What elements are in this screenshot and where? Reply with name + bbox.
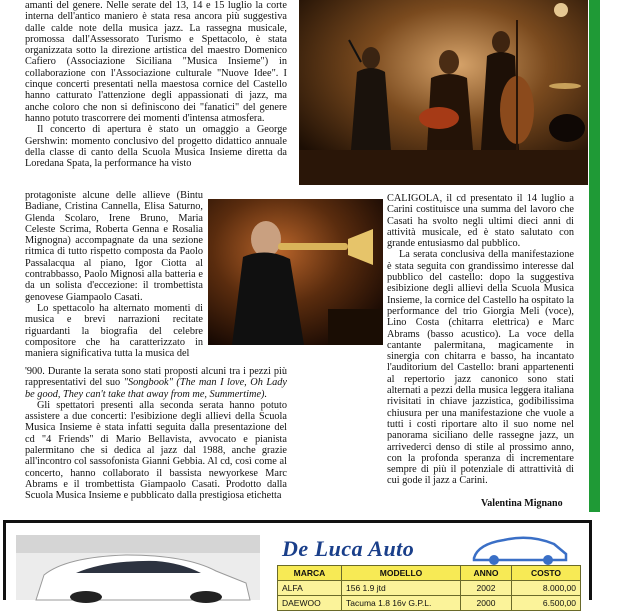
article-paragraph-show: Lo spettacolo ha alternato momenti di musica e brevi narrazioni recitate riguardanti la biografia del celebre compositore che ha caratterizzato in maniera significativa tutta la musica del — [25, 302, 203, 360]
table-row — [278, 596, 581, 611]
cell-modello: Tacuma 1.8 16v G.P.L. — [342, 596, 461, 611]
cell-anno: 2000 — [461, 596, 512, 611]
article-left-bottom — [25, 366, 287, 502]
article-left-top — [25, 0, 287, 169]
article-paragraph-second-night: Gli spettatori presenti alla seconda serata hanno potuto assistere a due concerti: l'esibizione degli allievi della Scuola Musica Insieme è stata infatti seguita dalla presentazione del cd "4 Friends" di Mario Bellavista, avvocato e pianista palermitano che si dedica al jazz dal 1988, anche grazie all'incontro col sassofonista Gianni Gebbia. Al cd, così come al concerto, hanno collaborato il bassista newyorkese Marc Abrams e il trombettista Giampaolo Casati. Prodotto dalla Scuola Musica Insieme e pubblicato dalla prestigiosa etichetta — [25, 399, 287, 502]
ad-car-photo — [16, 535, 260, 600]
ad-price-table — [277, 565, 581, 611]
article-paragraph-songbook — [25, 366, 287, 400]
cell-modello: 156 1.9 jtd — [342, 581, 461, 596]
white-car-illustration — [16, 535, 260, 600]
songbook-titles: "Songbook" (The man I love, Oh Lady be good, They can't take that away from me, Summertime). — [25, 377, 287, 400]
header-modello: MODELLO — [342, 566, 461, 581]
ad-table-header-row — [278, 566, 581, 581]
article-paragraph-caligola: CALIGOLA, il cd presentato il 14 luglio a Carini costituisce una summa del lavoro che Casati ha svolto negli ultimi dieci anni di attività musicale, ed è stato salutato con grande entusiasmo dal pubblico. — [387, 193, 574, 250]
cell-anno: 2002 — [461, 581, 512, 596]
trio-photo-caption: Giorgia Meli - L. Costa - M. Ambras — [611, 168, 642, 228]
songbook-lead: '900. Durante la serata sono stati proposti alcuni tra i pezzi più rappresentativi del suo — [25, 366, 287, 389]
cell-costo: 6.500,00 — [512, 596, 581, 611]
cell-costo: 8.000,00 — [512, 581, 581, 596]
article-right-column — [309, 193, 574, 487]
header-costo: COSTO — [512, 566, 581, 581]
table-row — [278, 581, 581, 596]
page-edge-band — [589, 0, 600, 512]
article-paragraph: amanti del genere. Nelle serate del 13, 14 e 15 luglio la corte interna dell'antico maniero è stata resa ancora più suggestiva dalle calde note della musica jazz. La rassegna musicale, promossa dall'Assessorato Turismo e Spettacolo, è stata organizzata sotto la direzione artistica del maestro Domenico Cafiero (Associazione Siciliana "Musica Insieme") in collaborazione con l'Associazione culturale "Nuove Idee". I cinque concerti presentati nella maestosa cornice del Castello hanno catturato l'attenzione degli appassionati di jazz, ma anche coloro che non si definiscono dei "fanatici" del genere hanno potuto trascorrere dei momenti d'intensa atmosfera. — [25, 0, 287, 124]
cell-marca: ALFA — [278, 581, 342, 596]
ad-dealer-logo: De Luca Auto — [282, 536, 415, 561]
cell-marca: DAEWOO — [278, 596, 342, 611]
trio-stage-illustration — [299, 0, 588, 185]
header-marca: MARCA — [278, 566, 342, 581]
header-anno: ANNO — [461, 566, 512, 581]
article-left-mid — [25, 190, 203, 359]
article-paragraph-gershwin: Il concerto di apertura è stato un omaggio a George Gershwin: momento conclusivo del progetto didattico annuale della classe di canto della Scuola Musica Insieme diretta da Loredana Spata, la performance ha visto — [25, 124, 287, 170]
car-logo-icon — [468, 530, 572, 566]
article-paragraph-finale: La serata conclusiva della manifestazione è stata seguita con grandissimo interesse dal pubblico del castello: dopo la suggestiva esibizione degli allievi della Scuola Musica Insieme, la cornice del Castello ha ospitato la performance del trio Giorgia Meli (voce), Lino Costa (chitarra elettrica) e Marc Abrams (basso acustico). La voce della cantante palermitana, magicamente in sinergia con chitarra e basso, ha incantato l'auditorium del Castello: brani appartenenti al repertorio jazz canonico sono stati alternati a pezzi della musica leggera italiana rivisitati in chiave jazzistica, godibilissima chiusura per una manifestazione che vuole a tutti i costi riportare alto il suo nome nel panorama siciliano delle rassegne jazz, un arrivederci denso di stile al prossimo anno, con la profonda speranza di incrementare sempre di più il potenziale di attrattività di cui gode il jazz a Carini. — [387, 249, 574, 487]
article-signature: Valentina Mignano — [481, 498, 563, 509]
article-paragraph-students: protagoniste alcune delle allieve (Bintu Badiane, Cristina Cannella, Elisa Saturno, Glenda Scolaro, Irene Bruno, Maria Celeste Scrima, Roberta Genna e Rosalia Mignogna) accompagnate da una sezione ritmica di tutto rispetto composta da Paolo Passalacqua al piano, Igor Ciotta al contrabbasso, Paolo Mignosi alla batteria e da un solista d'eccezione: il trombettista genovese Giampaolo Casati. — [25, 190, 203, 303]
